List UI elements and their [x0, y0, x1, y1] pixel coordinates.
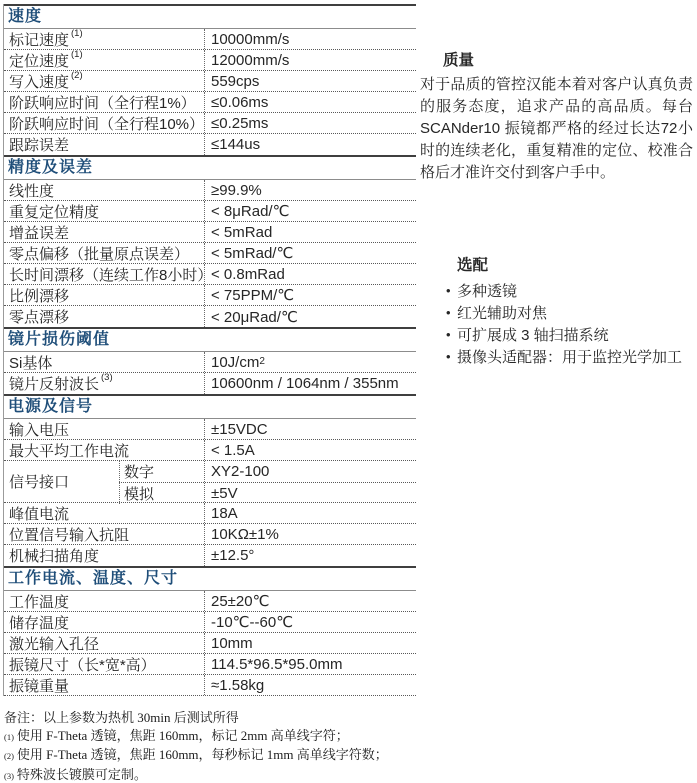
spec-value: 10000mm/s [204, 29, 416, 49]
spec-value: ±12.5° [204, 545, 416, 566]
spec-row [4, 352, 416, 373]
spec-row [4, 524, 416, 545]
spec-label: 零点漂移 [9, 309, 70, 326]
quality-heading: 质量 [443, 52, 475, 69]
spec-label: 写入速度 [9, 73, 70, 91]
section-header-operating: 工作电流、温度、尺寸 [4, 566, 416, 591]
spec-row [4, 675, 416, 696]
footnotes [4, 709, 388, 783]
spec-row [4, 243, 416, 264]
spec-value: 114.5*96.5*95.0mm [204, 654, 416, 674]
spec-label: 零点偏移（批量原点误差） [9, 245, 190, 263]
notes-remark: 备注：以上参数为热机 30min 后测试所得 [4, 710, 239, 725]
spec-value: 10KΩ±1% [204, 524, 416, 544]
spec-row [4, 545, 416, 566]
spec-label: 跟踪误差 [9, 137, 70, 154]
spec-row [4, 654, 416, 675]
spec-row [4, 633, 416, 654]
option-item [446, 345, 691, 367]
spec-label: 激光输入孔径 [9, 635, 100, 653]
section-header-lens-damage: 镜片损伤阈值 [4, 327, 416, 352]
options-section [446, 253, 691, 367]
spec-value: 10600nm / 1064nm / 355nm [204, 373, 416, 394]
spec-row [4, 503, 416, 524]
signal-subrows [119, 461, 416, 502]
bullet-icon: • [446, 282, 451, 298]
spec-label: 信号接口 [9, 474, 70, 491]
spec-value: ≤144us [204, 134, 416, 155]
spec-row [4, 440, 416, 461]
spec-row [4, 591, 416, 612]
spec-row [4, 134, 416, 155]
spec-row [4, 264, 416, 285]
spec-value: ≈1.58kg [204, 675, 416, 695]
spec-label: 阶跃响应时间（全行程10%） [9, 115, 205, 133]
spec-value: 559cps [204, 71, 416, 91]
signal-subrow [119, 483, 416, 504]
option-label: 多种透镜 [457, 282, 518, 300]
spec-value: 25±20℃ [204, 591, 416, 611]
note-text: 使用 F-Theta 透镜，焦距 160mm，每秒标记 1mm 高单线字符数； [16, 747, 388, 762]
spec-label: 重复定位精度 [9, 203, 100, 221]
spec-row [4, 306, 416, 327]
spec-row [4, 222, 416, 243]
footnote-ref: (1) [71, 27, 83, 39]
signal-sub-label: 数字 [119, 461, 204, 482]
section-header-accuracy: 精度及误差 [4, 155, 416, 180]
spec-row [4, 50, 416, 71]
spec-label: 峰值电流 [9, 505, 70, 523]
spec-value: < 0.8mRad [204, 264, 416, 284]
footnote-marker: (3) [4, 770, 14, 781]
option-item [446, 323, 691, 345]
option-label: 红光辅助对焦 [457, 304, 548, 322]
option-label: 摄像头适配器：用于监控光学加工 [457, 348, 683, 366]
spec-value: < 1.5A [204, 440, 416, 460]
spec-label: Si基体 [9, 354, 53, 372]
signal-sub-label: 模拟 [119, 483, 204, 504]
spec-label: 长时间漂移（连续工作8小时） [9, 266, 213, 284]
spec-label: 镜片反射波长 [9, 376, 100, 393]
section-header-power-signal: 电源及信号 [4, 394, 416, 419]
spec-label: 阶跃响应时间（全行程1%） [9, 94, 196, 112]
note-item [4, 727, 388, 747]
bullet-icon: • [446, 348, 451, 364]
spec-value: 10J/cm [211, 353, 260, 371]
spec-row [4, 201, 416, 222]
spec-row [4, 71, 416, 92]
spec-value: -10℃--60℃ [204, 612, 416, 632]
spec-row-signal-interface [4, 461, 416, 503]
note-item [4, 766, 388, 783]
spec-label: 定位速度 [9, 52, 70, 70]
spec-row [4, 419, 416, 440]
spec-value: 12000mm/s [204, 50, 416, 70]
footnote-ref: (3) [101, 372, 113, 383]
spec-value: ±15VDC [204, 419, 416, 439]
spec-row [4, 180, 416, 201]
spec-value: 18A [204, 503, 416, 523]
spec-value: < 20μRad/℃ [204, 306, 416, 327]
spec-label: 增益误差 [9, 224, 70, 242]
spec-row [4, 113, 416, 134]
spec-label: 工作温度 [9, 593, 70, 611]
bullet-icon: • [446, 326, 451, 342]
superscript: 2 [259, 355, 265, 367]
spec-value: ≥99.9% [204, 180, 416, 200]
spec-value: ≤0.06ms [204, 92, 416, 112]
spec-value: < 5mRad/℃ [204, 243, 416, 263]
quality-paragraph: 对于品质的管控汉能本着对客户认真负责的服务态度，追求产品的高品质。每台SCANder10 振镜都严格的经过长达72小时的连续老化，重复精准的定位、校准合格后才准许交付到客户手中。 [420, 76, 693, 181]
spec-value: < 8μRad/℃ [204, 201, 416, 221]
footnote-ref: (2) [71, 69, 83, 81]
note-text: 特殊波长镀膜可定制。 [16, 766, 147, 782]
spec-row [4, 612, 416, 633]
option-item [446, 279, 691, 301]
spec-label: 储存温度 [9, 614, 70, 632]
spec-label: 位置信号输入抗阻 [9, 526, 130, 544]
spec-value: < 75PPM/℃ [204, 285, 416, 305]
spec-label: 输入电压 [9, 421, 70, 439]
footnote-marker: (2) [4, 751, 14, 761]
spec-label: 振镜重量 [9, 677, 70, 695]
section-header-speed: 速度 [4, 4, 416, 29]
footnote-ref: (1) [71, 48, 83, 60]
spec-value: 10mm [204, 633, 416, 653]
spec-row [4, 29, 416, 50]
spec-value: ≤0.25ms [204, 113, 416, 133]
bullet-icon: • [446, 304, 451, 320]
note-text: 使用 F-Theta 透镜，焦距 160mm，标记 2mm 高单线字符； [16, 727, 349, 743]
spec-table [3, 4, 416, 696]
spec-label: 振镜尺寸（长*宽*高） [9, 656, 156, 674]
spec-row [4, 285, 416, 306]
note-item [4, 746, 388, 766]
options-heading: 选配 [457, 257, 489, 274]
spec-row [4, 92, 416, 113]
spec-label: 线性度 [9, 182, 55, 200]
spec-value: < 5mRad [204, 222, 416, 242]
signal-subrow [119, 461, 416, 483]
spec-label: 机械扫描角度 [9, 548, 100, 565]
spec-row [4, 373, 416, 394]
footnote-marker: (1) [4, 731, 14, 742]
spec-value: XY2-100 [204, 461, 416, 482]
spec-label: 比例漂移 [9, 287, 70, 305]
spec-label: 最大平均工作电流 [9, 442, 130, 460]
option-item [446, 301, 691, 323]
option-label: 可扩展成 3 轴扫描系统 [457, 326, 609, 344]
spec-value: ±5V [204, 483, 416, 504]
quality-section [420, 48, 693, 184]
spec-label: 标记速度 [9, 31, 70, 49]
